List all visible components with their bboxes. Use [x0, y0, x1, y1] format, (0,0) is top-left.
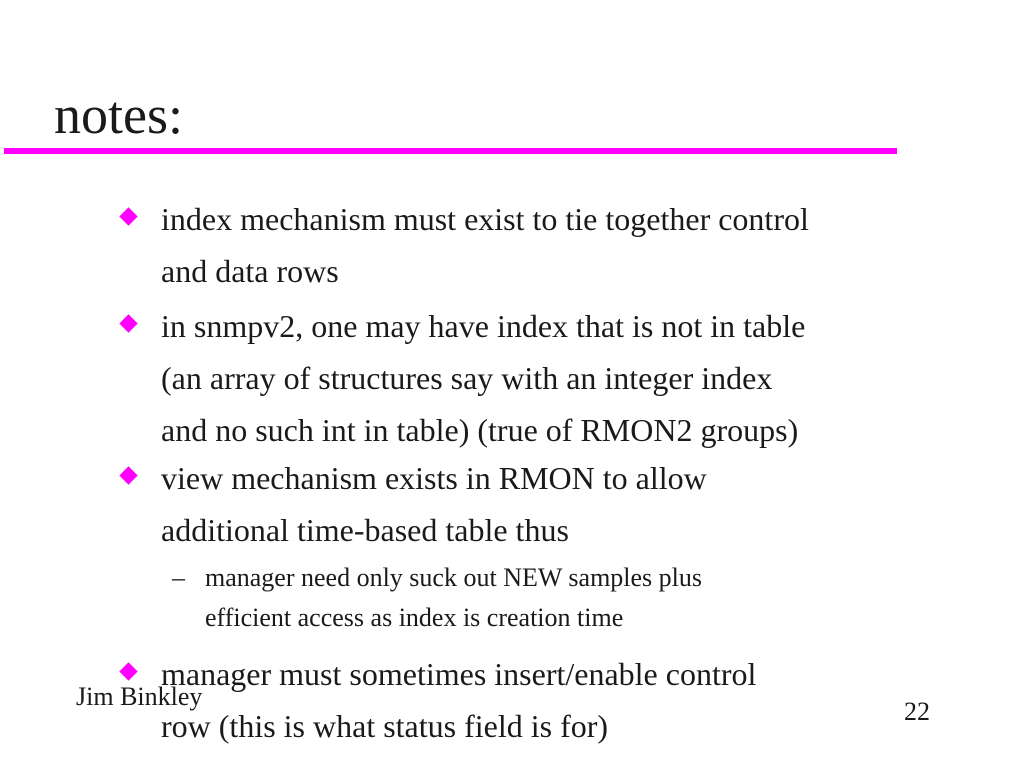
diamond-bullet-icon: [119, 662, 137, 680]
diamond-bullet-icon: [119, 207, 137, 225]
slide-title: notes:: [54, 85, 183, 145]
bullet-line: view mechanism exists in RMON to allow: [161, 460, 707, 496]
diamond-bullet-icon: [119, 314, 137, 332]
bullet-line: manager must sometimes insert/enable control: [161, 656, 757, 692]
sub-bullet-line: manager need only suck out NEW samples plus: [205, 563, 703, 592]
bullet-line: (an array of structures say with an integer index: [161, 360, 773, 396]
sub-bullet-line: efficient access as index is creation time: [205, 603, 624, 632]
bullet-text: [161, 193, 981, 297]
bullet-line: row (this is what status field is for): [161, 708, 609, 744]
title-underline: [4, 148, 897, 154]
footer-author: Jim Binkley: [76, 682, 203, 711]
bullet-line: index mechanism must exist to tie together control: [161, 201, 809, 237]
sub-bullet-text: [205, 558, 702, 638]
dash-marker: –: [172, 563, 185, 592]
bullet-line: additional time-based table thus: [161, 512, 569, 548]
bullet-line: in snmpv2, one may have index that is not in table: [161, 308, 806, 344]
bullet-text: [161, 300, 981, 456]
page-number: 22: [904, 697, 930, 726]
bullet-text: [161, 452, 981, 556]
bullet-line: and data rows: [161, 253, 339, 289]
diamond-bullet-icon: [119, 466, 137, 484]
bullet-line: and no such int in table) (true of RMON2 groups): [161, 412, 799, 448]
bullet-text: [161, 648, 981, 752]
